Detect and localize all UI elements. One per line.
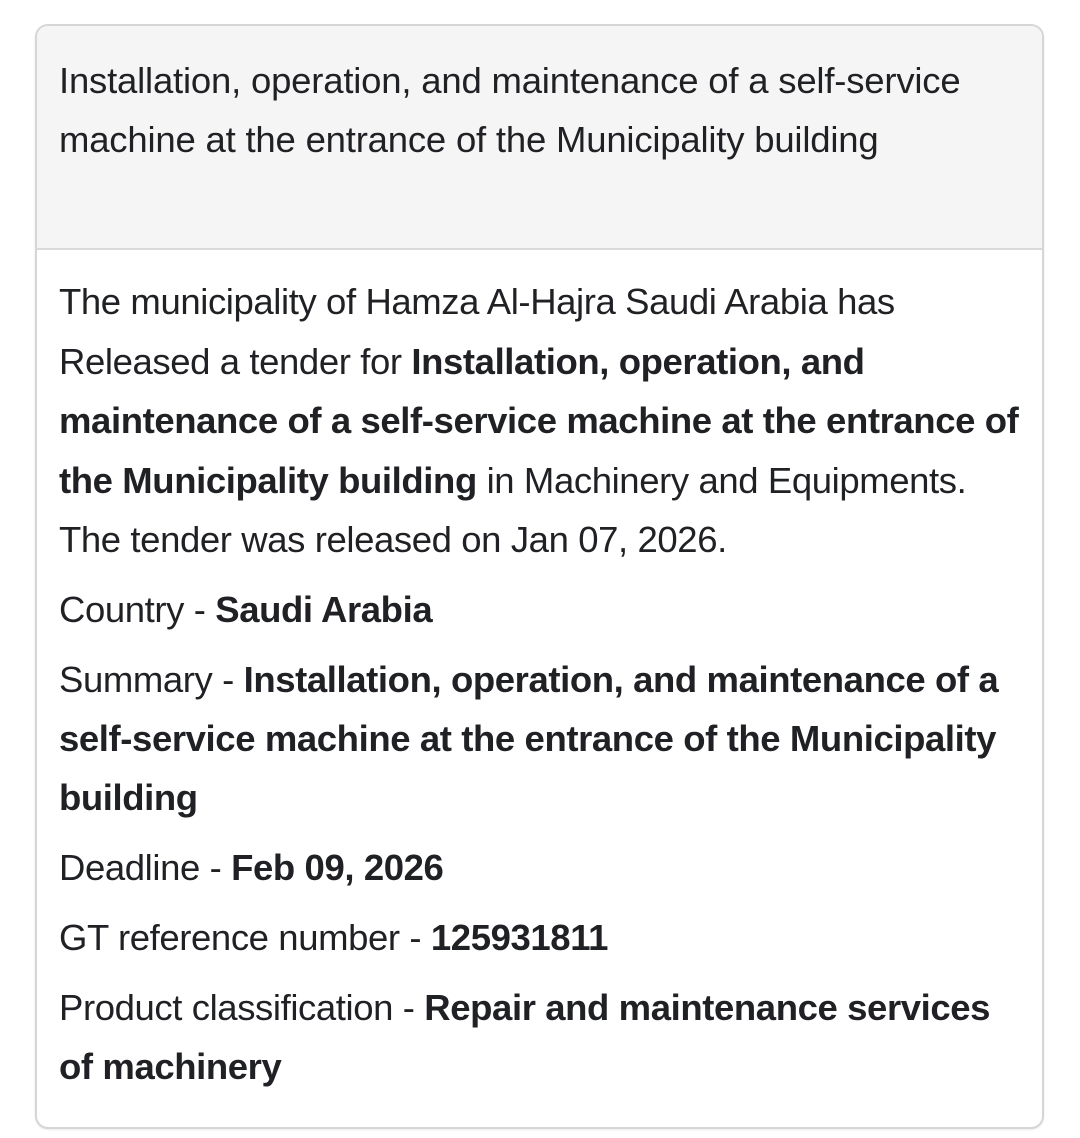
field-value: Installation, operation, and maintenance of a self-service machine at the entrance of the Municipality building: [59, 658, 999, 818]
field-value: Repair and maintenance services of machinery: [59, 986, 991, 1087]
field-value: Saudi Arabia: [215, 588, 433, 630]
field-label: Summary -: [59, 658, 244, 700]
field-deadline: [59, 838, 1020, 897]
field-summary: [59, 650, 1020, 827]
field-value: Feb 09, 2026: [231, 846, 444, 888]
field-country: [59, 580, 1020, 639]
tender-description: [59, 272, 1020, 570]
intro-prefix: The municipality of Hamza Al-Hajra Saudi Arabia has Released a tender for: [59, 281, 895, 382]
intro-middle: in Machinery and Equipments. The tender was released on: [59, 459, 967, 560]
field-label: GT reference number -: [59, 916, 431, 958]
intro-bold-title: Installation, operation, and maintenance of a self-service machine at the entrance of the Municipality building: [59, 340, 1019, 501]
field-label: Deadline -: [59, 846, 232, 888]
tender-details: [37, 250, 1042, 1096]
field-product-classification: [59, 978, 1020, 1096]
release-date: Jan 07, 2026: [510, 519, 718, 560]
field-label: Product classification -: [59, 986, 425, 1028]
intro-suffix: .: [717, 519, 727, 560]
field-gt-reference: [59, 908, 1020, 967]
tender-card: [35, 24, 1044, 1129]
tender-title: Installation, operation, and maintenance of a self-service machine at the entrance of the Municipality building: [37, 26, 1042, 250]
field-label: Country -: [59, 588, 216, 630]
field-value: 125931811: [430, 916, 608, 958]
